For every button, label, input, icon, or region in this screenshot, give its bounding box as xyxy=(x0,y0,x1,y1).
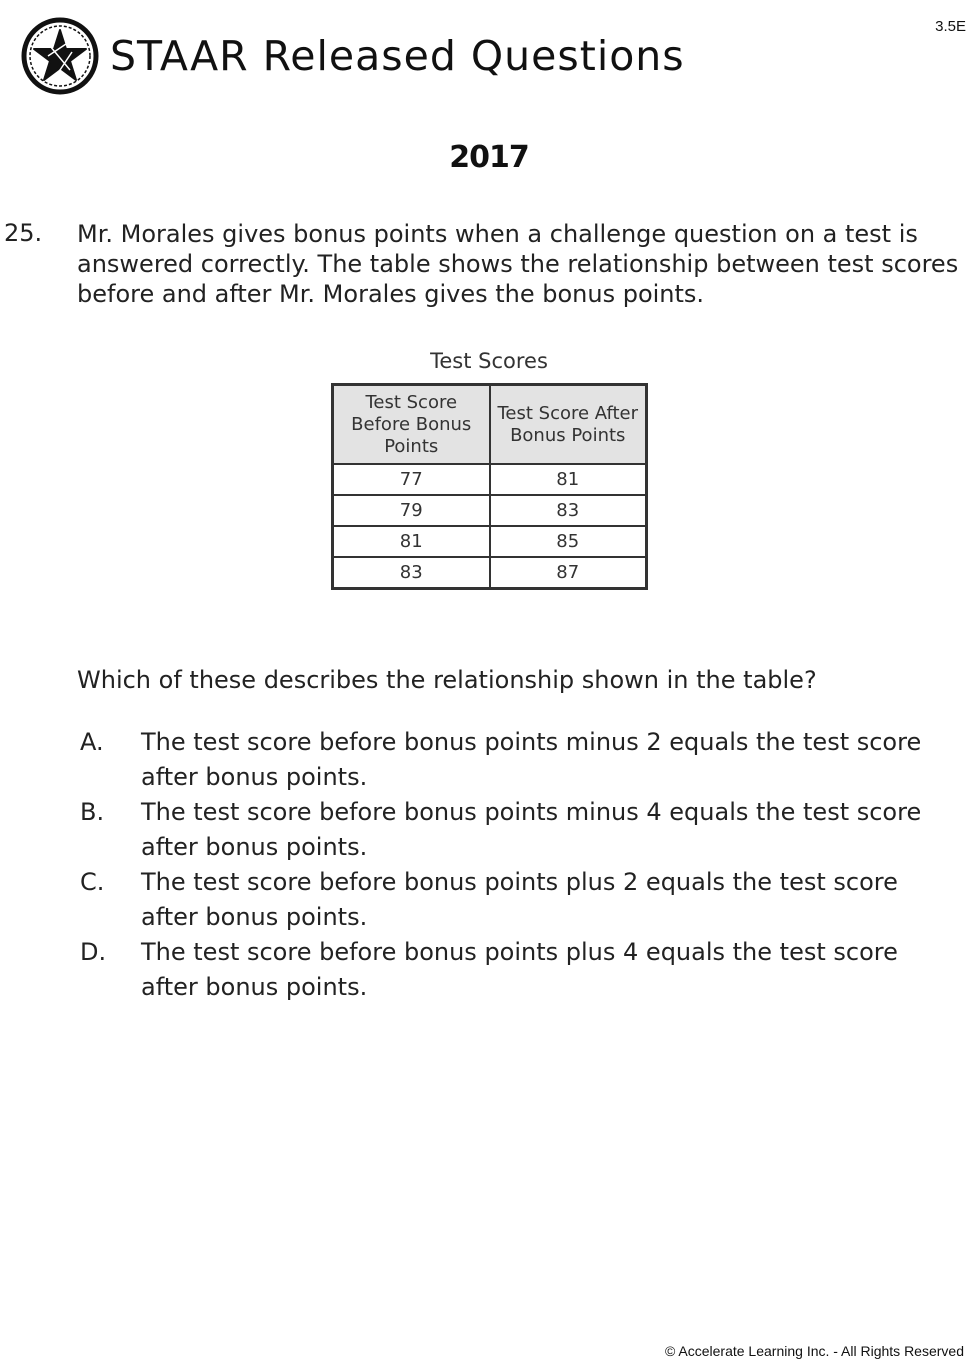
answer-choices xyxy=(80,725,960,1005)
table-row xyxy=(333,526,647,557)
table-header-row xyxy=(333,385,647,465)
question-number: 25. xyxy=(4,219,43,247)
table-cell: 83 xyxy=(333,557,490,589)
standard-code: 3.5E xyxy=(935,18,966,35)
table-cell: 81 xyxy=(490,464,647,495)
choice-letter: C. xyxy=(80,868,105,896)
choice-c[interactable] xyxy=(80,865,960,935)
table-row xyxy=(333,557,647,589)
year-heading: 2017 xyxy=(449,140,529,175)
header-before-bonus: Test Score Before Bonus Points xyxy=(333,385,490,465)
page-title: STAAR Released Questions xyxy=(110,32,685,80)
choice-text: The test score before bonus points plus 4 equals the test score after bonus points. xyxy=(141,938,898,1001)
table-cell: 83 xyxy=(490,495,647,526)
choice-a[interactable] xyxy=(80,725,960,795)
question-prompt: Which of these describes the relationship shown in the table? xyxy=(77,666,817,694)
choice-text: The test score before bonus points minus 4 equals the test score after bonus points. xyxy=(141,798,922,861)
choice-d[interactable] xyxy=(80,935,960,1005)
choice-text: The test score before bonus points plus 2 equals the test score after bonus points. xyxy=(141,868,898,931)
choice-letter: A. xyxy=(80,728,104,756)
header-after-bonus: Test Score After Bonus Points xyxy=(490,385,647,465)
table-title: Test Scores xyxy=(430,349,548,373)
table-cell: 79 xyxy=(333,495,490,526)
star-logo-icon xyxy=(20,16,100,96)
question-stem: Mr. Morales gives bonus points when a challenge question on a test is answered correctly. The table shows the relationship between test scores before and after Mr. Morales gives the bonus points. xyxy=(77,220,959,308)
choice-b[interactable] xyxy=(80,795,960,865)
table-cell: 81 xyxy=(333,526,490,557)
choice-letter: D. xyxy=(80,938,107,966)
table-row xyxy=(333,495,647,526)
test-scores-table xyxy=(331,383,648,590)
table-cell: 87 xyxy=(490,557,647,589)
choice-text: The test score before bonus points minus 2 equals the test score after bonus points. xyxy=(141,728,922,791)
table-row xyxy=(333,464,647,495)
table-cell: 85 xyxy=(490,526,647,557)
choice-letter: B. xyxy=(80,798,105,826)
table-cell: 77 xyxy=(333,464,490,495)
copyright-footer: © Accelerate Learning Inc. - All Rights Reserved xyxy=(664,1343,964,1359)
